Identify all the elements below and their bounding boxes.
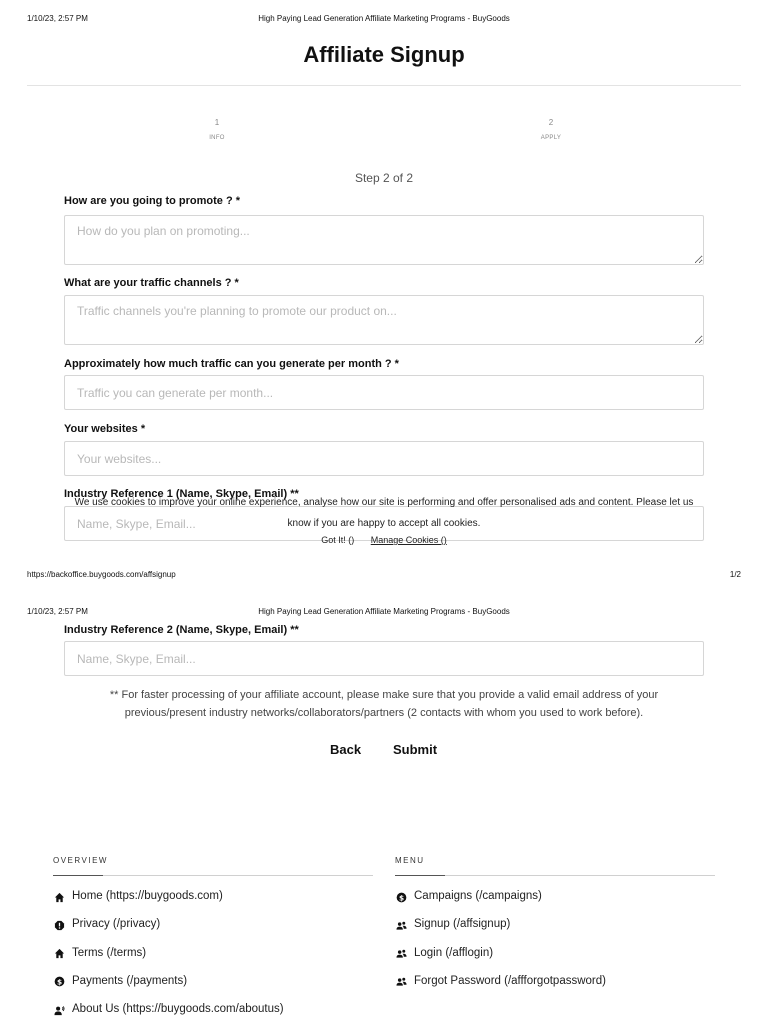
print-header (0, 607, 768, 621)
footer-menu (395, 856, 715, 1003)
cookie-banner-message: We use cookies to improve your online experience, analyse how our site is performing and offer personalised ads and content. Please let us know if you are happy to accept all cookies. (74, 497, 694, 529)
step-info[interactable] (187, 118, 247, 141)
step-label: APPLY (540, 135, 562, 141)
footer-link-label: Forgot Password (/affforgotpassword) (414, 974, 606, 987)
privacy-icon (53, 919, 65, 931)
websites-input[interactable] (64, 441, 704, 476)
step-indicator: Step 2 of 2 (354, 171, 414, 185)
footer-link-privacy[interactable] (53, 918, 373, 946)
reference-1-label: Industry Reference 1 (Name, Skype, Email) ** (64, 488, 299, 500)
print-header (0, 14, 768, 28)
back-button[interactable]: Back (330, 742, 362, 757)
print-url: https://backoffice.buygoods.com/affsignup (27, 570, 176, 579)
traffic-volume-label: Approximately how much traffic can you generate per month ? * (64, 358, 399, 370)
home-icon (53, 891, 65, 903)
websites-label: Your websites * (64, 423, 146, 435)
footer-link-home[interactable] (53, 890, 373, 918)
dollar-icon (53, 976, 65, 988)
footer-link-terms[interactable] (53, 947, 373, 975)
promote-label: How are you going to promote ? * (64, 195, 240, 207)
print-timestamp: 1/10/23, 2:57 PM (27, 14, 88, 23)
traffic-volume-input[interactable] (64, 375, 704, 410)
footer-link-label: Terms (/terms) (72, 946, 147, 959)
footer-link-label: About Us (https://buygoods.com/aboutus) (72, 1003, 284, 1016)
footer-divider (395, 875, 715, 876)
footer-link-about-us[interactable] (53, 1003, 373, 1024)
footer-link-payments[interactable] (53, 975, 373, 1003)
submit-button[interactable]: Submit (393, 742, 438, 757)
reference-note: ** For faster processing of your affiliate account, please make sure that you provide a valid email address of your previous/present industry networks/collaborators/partners (2 contacts with whom you used to work before). (109, 689, 659, 719)
traffic-channels-label: What are your traffic channels ? * (64, 277, 239, 289)
footer-link-label: Login (/afflogin) (414, 946, 494, 959)
svg-text:$: $ (398, 892, 404, 902)
step-number: 2 (548, 118, 554, 127)
users-icon (395, 976, 407, 988)
svg-text:$: $ (56, 977, 62, 987)
home-icon (53, 948, 65, 960)
print-page-number: 1/2 (729, 570, 741, 579)
footer-link-label: Home (https://buygoods.com) (72, 890, 223, 902)
step-number: 1 (214, 118, 220, 127)
users-icon (395, 948, 407, 960)
dollar-icon (395, 891, 407, 903)
title-divider (27, 85, 741, 86)
reference-2-label: Industry Reference 2 (Name, Skype, Email) ** (64, 624, 299, 636)
footer-overview (53, 856, 373, 1024)
page-title: Affiliate Signup (303, 42, 465, 67)
step-label: INFO (209, 135, 225, 141)
step-apply[interactable] (521, 118, 581, 141)
reference-2-input[interactable] (64, 641, 704, 676)
about-us-icon (53, 1004, 65, 1016)
manage-cookies-link[interactable]: Manage Cookies () (370, 535, 447, 545)
footer-link-campaigns[interactable] (395, 890, 715, 918)
footer-heading: OVERVIEW (53, 856, 108, 865)
cookie-accept-button[interactable]: Got It! () (321, 535, 355, 545)
print-timestamp: 1/10/23, 2:57 PM (27, 607, 88, 616)
traffic-channels-field[interactable] (64, 295, 704, 345)
print-page-title: High Paying Lead Generation Affiliate Marketing Programs - BuyGoods (258, 14, 510, 23)
footer-link-label: Payments (/payments) (72, 974, 188, 987)
cookie-banner-actions (0, 535, 768, 545)
footer-link-label: Signup (/affsignup) (414, 918, 511, 931)
footer-link-forgot-password[interactable] (395, 975, 715, 1003)
promote-field[interactable] (64, 215, 704, 265)
footer-link-signup[interactable] (395, 918, 715, 946)
footer-link-login[interactable] (395, 947, 715, 975)
print-page-title: High Paying Lead Generation Affiliate Marketing Programs - BuyGoods (258, 607, 510, 616)
footer-link-label: Privacy (/privacy) (72, 918, 161, 931)
footer-divider (53, 875, 373, 876)
users-icon (395, 919, 407, 931)
print-footer (0, 570, 768, 582)
footer-link-label: Campaigns (/campaigns) (414, 890, 542, 902)
footer-heading: MENU (395, 856, 425, 865)
